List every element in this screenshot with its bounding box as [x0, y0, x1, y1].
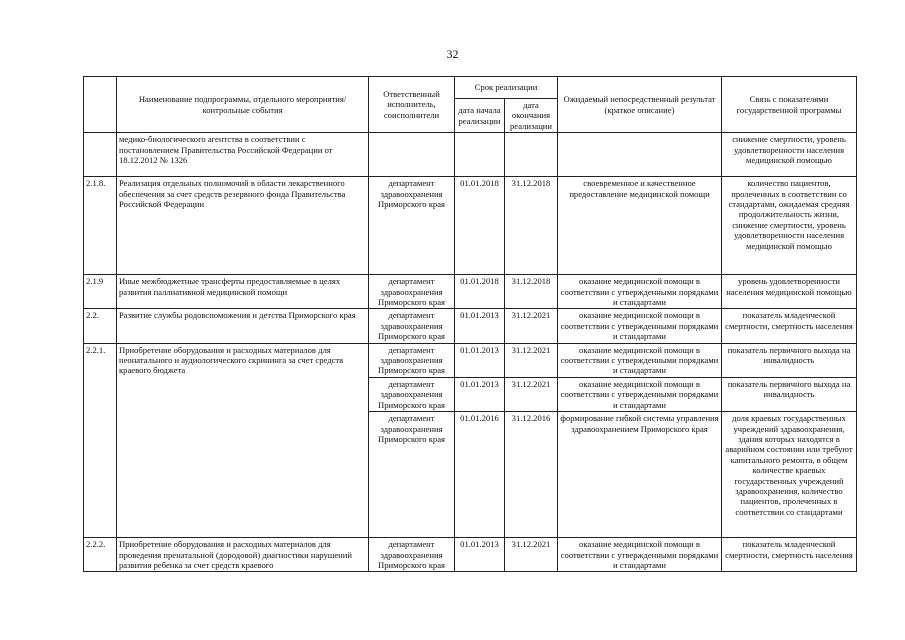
row-number: [84, 133, 117, 177]
row-link: показатель младенческой смертности, смертность населения: [722, 309, 857, 343]
header-responsible: Ответственный исполнитель, соисполнители: [369, 77, 455, 133]
table-row: [84, 309, 857, 343]
row-number: 2.2.: [84, 309, 117, 343]
row-link: показатель младенческой смертности, смертность населения: [722, 538, 857, 572]
row-link: показатель первичного выхода на инвалидность: [722, 343, 857, 377]
row-link: показатель первичного выхода на инвалидность: [722, 377, 857, 411]
row-name: медико-биологического агентства в соответствии с постановлением Правительства Российской Федерации от 18.12.2012 № 1326: [117, 133, 369, 177]
header-end-date: дата окончания реализации: [505, 99, 558, 133]
row-start-date: 01.01.2013: [455, 343, 505, 377]
table-row: [84, 275, 857, 309]
header-start-date: дата начала реализации: [455, 99, 505, 133]
row-start-date: 01.01.2013: [455, 377, 505, 411]
program-table: [83, 76, 857, 572]
table-row: [84, 133, 857, 177]
row-result: оказание медицинской помощи в соответствии с утвержденными порядками и стандартами: [558, 275, 722, 309]
header-link: Связь с показателями государственной программы: [722, 77, 857, 133]
row-link: уровень удовлетворенности населения медицинской помощью: [722, 275, 857, 309]
row-name: Приобретение оборудования и расходных материалов для проведения пренатальной (дородовой) диагностики нарушений развития ребенка за счет средств краевого: [117, 538, 369, 572]
row-responsible: департамент здравоохранения Приморского края: [369, 275, 455, 309]
row-start-date: 01.01.2018: [455, 275, 505, 309]
row-end-date: 31.12.2018: [505, 177, 558, 275]
row-end-date: 31.12.2021: [505, 538, 558, 572]
row-result: оказание медицинской помощи в соответствии с утвержденными порядками и стандартами: [558, 377, 722, 411]
row-number: 2.1.9: [84, 275, 117, 309]
header-number: [84, 77, 117, 133]
row-result: оказание медицинской помощи в соответствии с утвержденными порядками и стандартами: [558, 343, 722, 377]
row-end-date: 31.12.2021: [505, 377, 558, 411]
row-end-date: 31.12.2021: [505, 309, 558, 343]
row-name: Иные межбюджетные трансферты предоставляемые в целях развития паллиативной медицинской помощи: [117, 275, 369, 309]
row-start-date: [455, 133, 505, 177]
row-start-date: 01.01.2016: [455, 412, 505, 538]
row-number: 2.1.8.: [84, 177, 117, 275]
row-responsible: департамент здравоохранения Приморского края: [369, 412, 455, 538]
row-number: 2.2.1.: [84, 343, 117, 537]
row-end-date: [505, 133, 558, 177]
row-end-date: 31.12.2021: [505, 343, 558, 377]
table-row: [84, 343, 857, 377]
row-start-date: 01.01.2018: [455, 177, 505, 275]
row-link: доля краевых государственных учреждений здравоохранения, здания которых находятся в аварийном состоянии или требуют капитального ремонта, в общем количестве краевых государственных учреждений здравоохранения, количество пациентов, пролеченных в соответствии со стандартами: [722, 412, 857, 538]
row-link: снижение смертности, уровень удовлетворенности населения медицинской помощью: [722, 133, 857, 177]
row-result: своевременное и качественное предоставление медицинской помощи: [558, 177, 722, 275]
row-result: формирование гибкой системы управления здравоохранением Приморского края: [558, 412, 722, 538]
row-responsible: [369, 133, 455, 177]
row-name: Развитие службы родовспоможения и детства Приморского края: [117, 309, 369, 343]
row-responsible: департамент здравоохранения Приморского края: [369, 343, 455, 377]
row-end-date: 31.12.2018: [505, 275, 558, 309]
row-result: оказание медицинской помощи в соответствии с утвержденными порядками и стандартами: [558, 538, 722, 572]
row-name: Реализация отдельных полномочий в области лекарственного обеспечения за счет средств резервного фонда Правительства Российской Федерации: [117, 177, 369, 275]
row-result: оказание медицинской помощи в соответствии с утвержденными порядками и стандартами: [558, 309, 722, 343]
header-term: Срок реализации: [455, 77, 558, 99]
row-start-date: 01.01.2013: [455, 309, 505, 343]
row-number: 2.2.2.: [84, 538, 117, 572]
row-responsible: департамент здравоохранения Приморского края: [369, 177, 455, 275]
row-responsible: департамент здравоохранения Приморского края: [369, 538, 455, 572]
row-start-date: 01.01.2013: [455, 538, 505, 572]
table-row: [84, 177, 857, 275]
header-name: Наименование подпрограммы, отдельного мероприятия/контрольные события: [117, 77, 369, 133]
row-result: [558, 133, 722, 177]
row-responsible: департамент здравоохранения Приморского края: [369, 309, 455, 343]
page-number: 32: [446, 47, 459, 61]
row-name: Приобретение оборудования и расходных материалов для неонатального и аудиологического скрининга за счет средств краевого бюджета: [117, 343, 369, 537]
row-link: количество пациентов, пролеченных в соответствии со стандартами, ожидаемая средняя продолжительность жизни, снижение смертности, уровень удовлетворенности населения медицинской помощью: [722, 177, 857, 275]
header-result: Ожидаемый непосредственный результат (краткое описание): [558, 77, 722, 133]
row-end-date: 31.12.2016: [505, 412, 558, 538]
row-responsible: департамент здравоохранения Приморского края: [369, 377, 455, 411]
table-row: [84, 538, 857, 572]
